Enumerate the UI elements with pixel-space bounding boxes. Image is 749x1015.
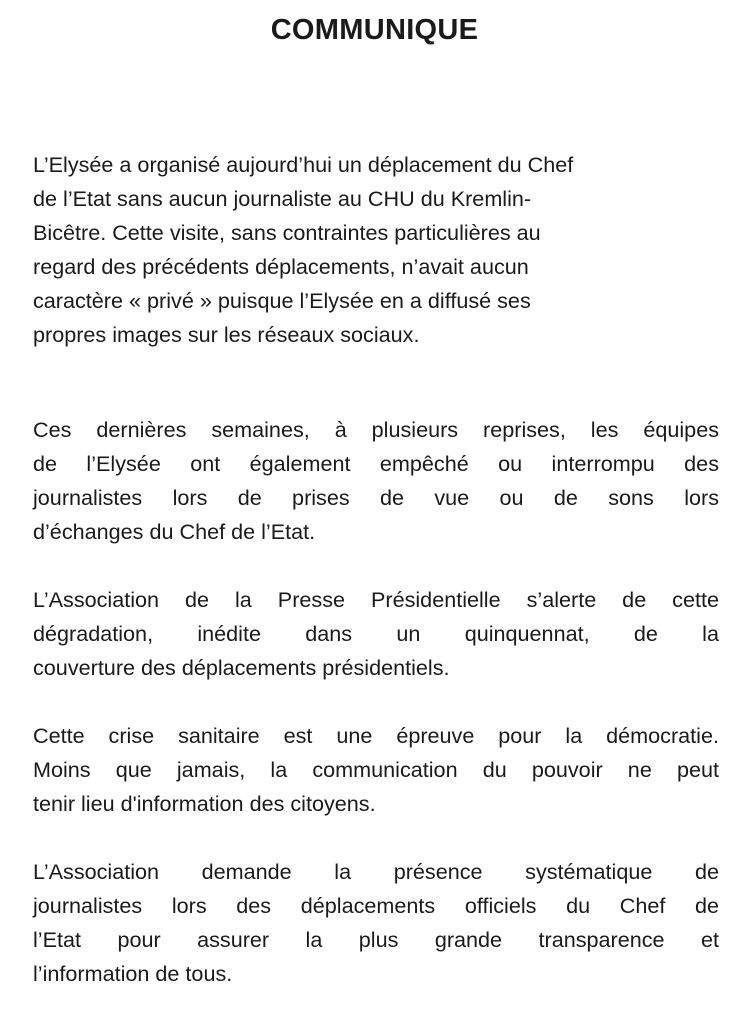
paragraph-line: Ces dernières semaines, à plusieurs reprises, les équipes: [33, 417, 719, 442]
paragraph-line: L’Elysée a organisé aujourd’hui un déplacement du Chef: [33, 152, 574, 177]
paragraph-line: de l’Elysée ont également empêché ou interrompu des: [33, 451, 719, 476]
paragraph-line: journalistes lors des déplacements officiels du Chef de: [33, 893, 719, 918]
paragraph-line: d’échanges du Chef de l’Etat.: [33, 519, 316, 544]
paragraph-2: [33, 413, 719, 549]
paragraph-line: l’information de tous.: [33, 961, 233, 986]
paragraph-4: [33, 719, 719, 821]
paragraph-line: caractère « privé » puisque l’Elysée en a diffusé ses: [33, 288, 531, 313]
paragraph-line: L’Association demande la présence systématique de: [33, 859, 719, 884]
paragraph-line: tenir lieu d'information des citoyens.: [33, 791, 376, 816]
paragraph-line: Bicêtre. Cette visite, sans contraintes particulières au: [33, 220, 541, 245]
paragraph-line: de l’Etat sans aucun journaliste au CHU du Kremlin-: [33, 186, 532, 211]
paragraph-line: Moins que jamais, la communication du pouvoir ne peut: [33, 757, 719, 782]
paragraph-line: journalistes lors de prises de vue ou de sons lors: [33, 485, 719, 510]
paragraph-line: dégradation, inédite dans un quinquennat, de la: [33, 621, 719, 646]
paragraph-line: l’Etat pour assurer la plus grande transparence et: [33, 927, 719, 952]
paragraph-3: [33, 583, 719, 685]
paragraph-line: propres images sur les réseaux sociaux.: [33, 322, 420, 347]
paragraph-1: [33, 148, 719, 352]
page-title: COMMUNIQUE: [270, 14, 479, 46]
paragraph-line: L’Association de la Presse Présidentielle s’alerte de cette: [33, 587, 719, 612]
paragraph-line: regard des précédents déplacements, n’avait aucun: [33, 254, 529, 279]
paragraph-line: Cette crise sanitaire est une épreuve pour la démocratie.: [33, 723, 719, 748]
paragraph-line: couverture des déplacements présidentiels.: [33, 655, 450, 680]
paragraph-5: [33, 855, 719, 991]
